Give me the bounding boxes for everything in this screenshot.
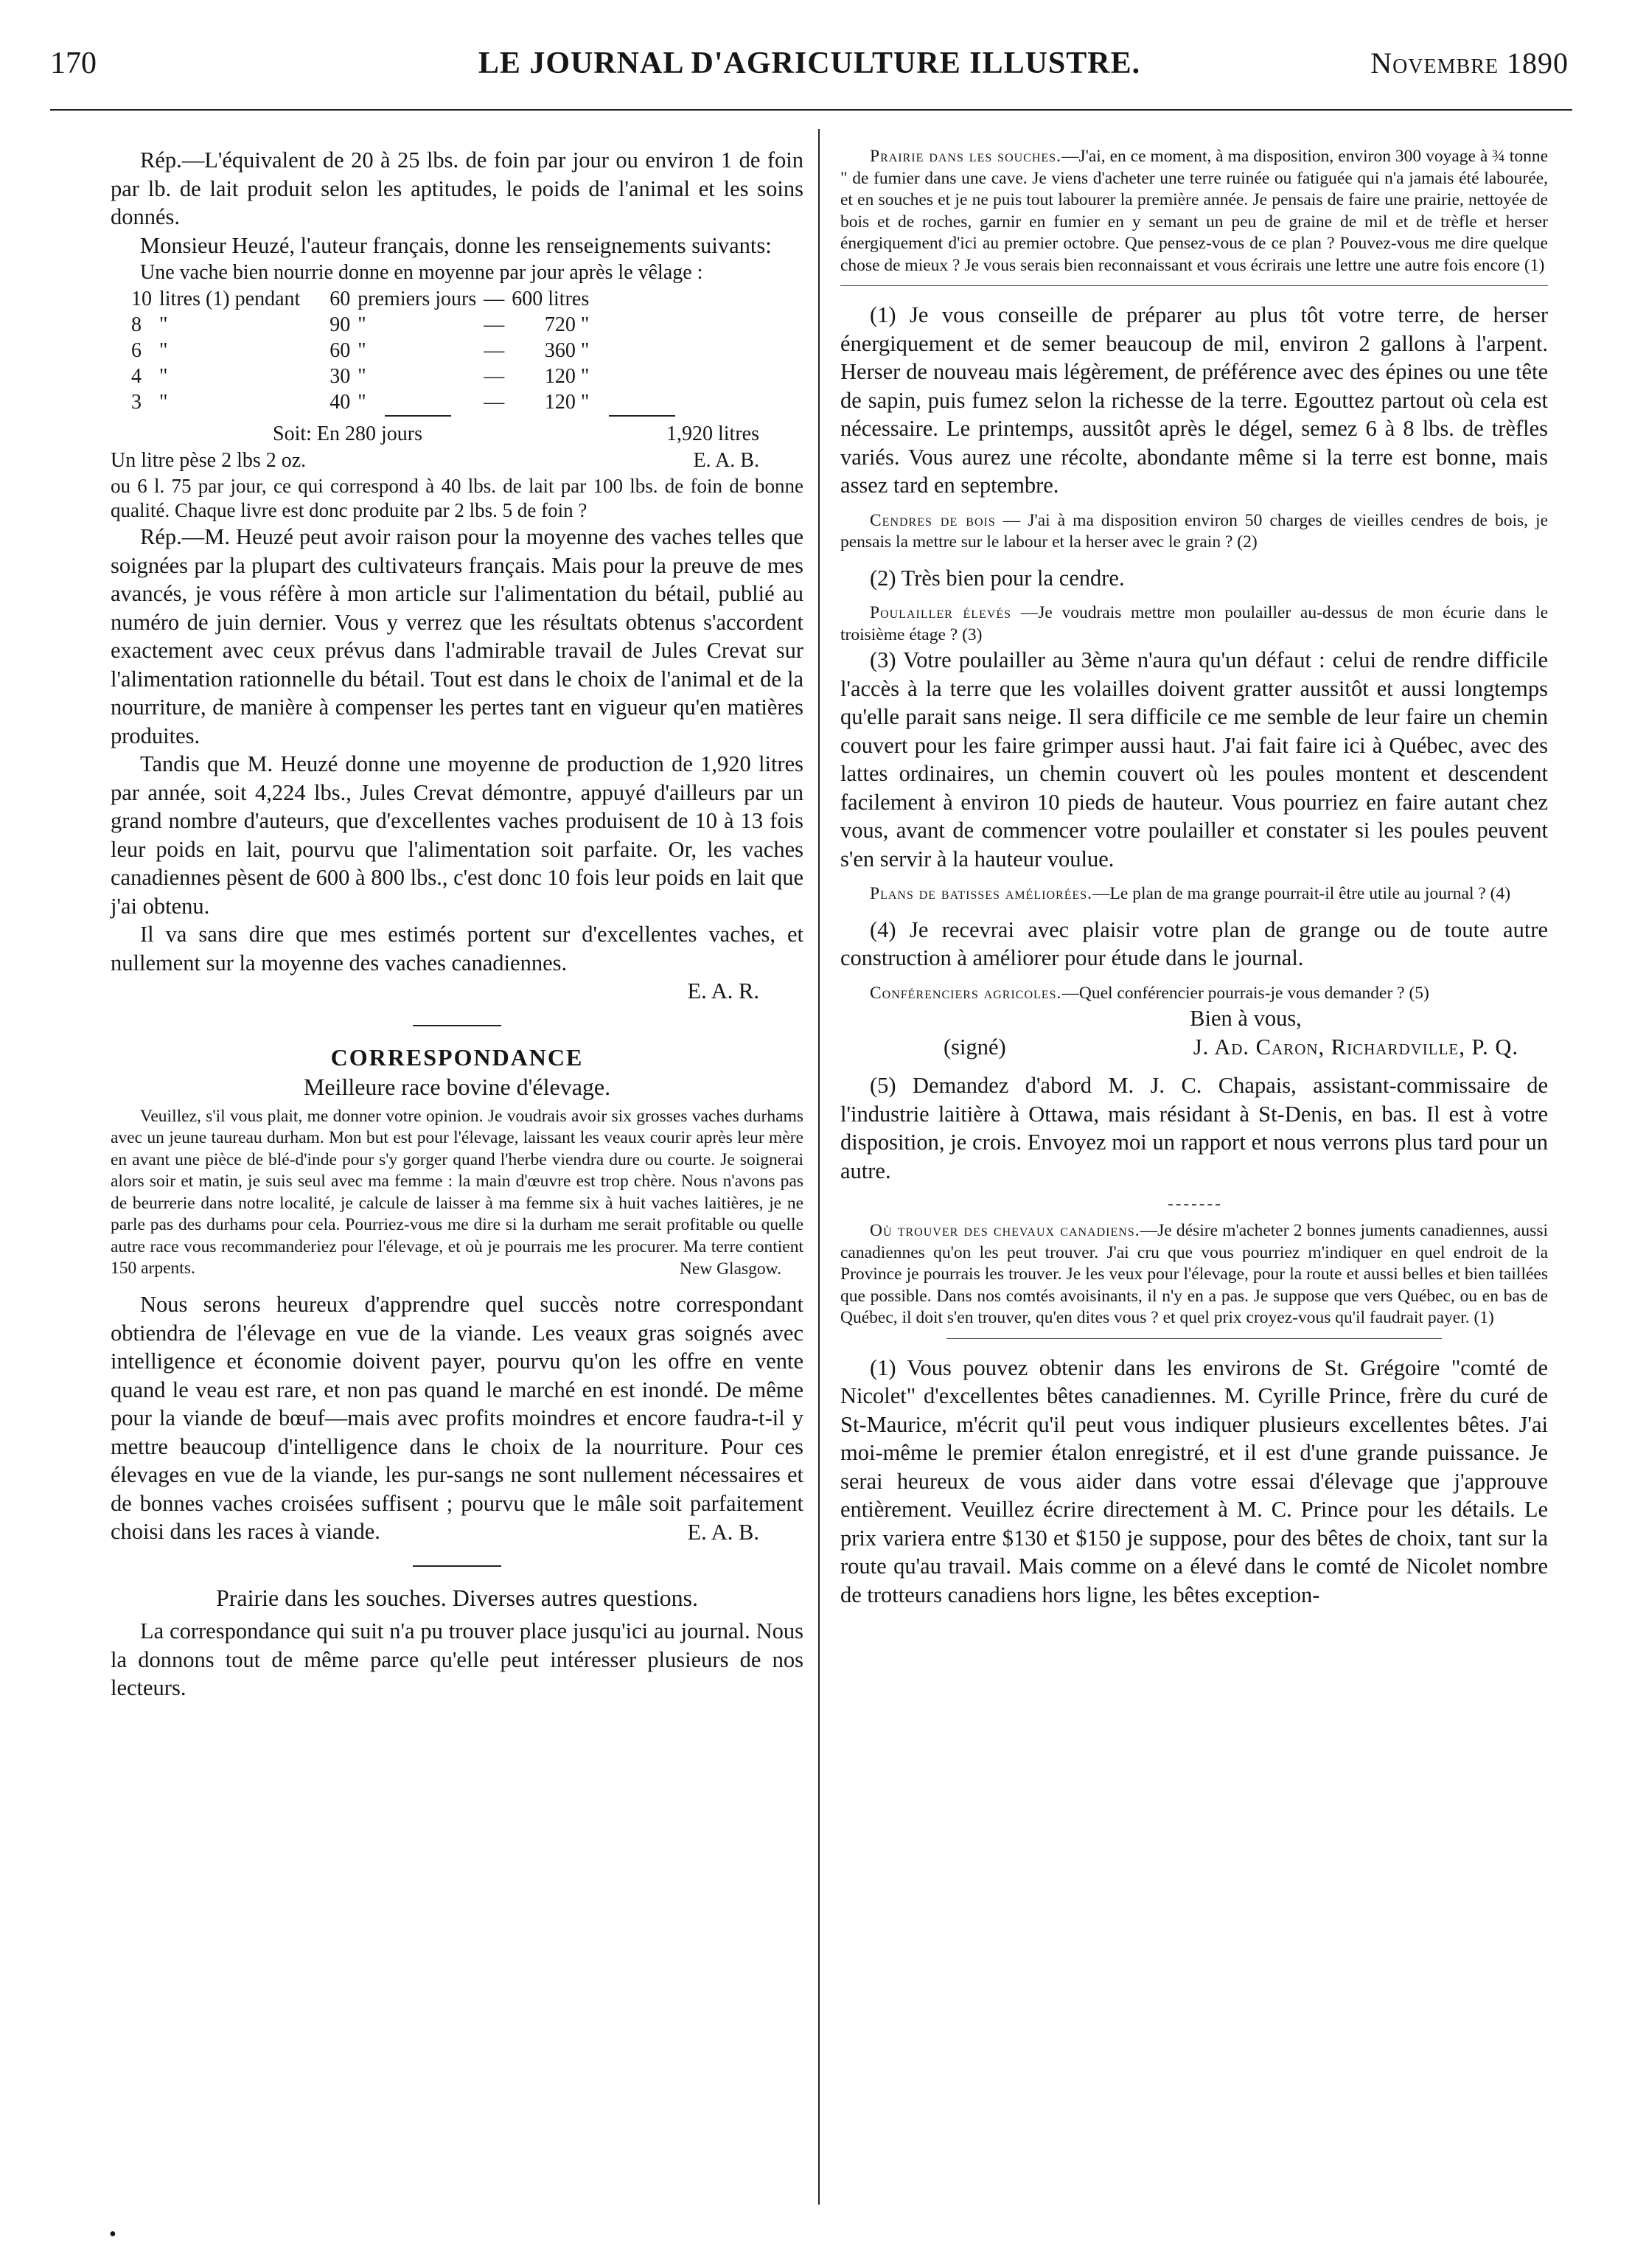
reader-question (840, 1220, 1548, 1329)
table-cell-total: 360 " (544, 339, 590, 362)
answer-paragraph: (5) Demandez d'abord M. J. C. Chapais, assistant-commissaire de l'industrie laitière à Ottawa, mais résidant à St-Denis, en bas. Il est à votre disposition, je crois. Envoyez moi un rapport et nous verrons plus tard pour un autre. (840, 1073, 1548, 1183)
table-cell-total: 120 " (544, 391, 590, 414)
article-heading: Prairie dans les souches. Diverses autres questions. (215, 1585, 699, 1611)
header-rule (50, 109, 1572, 111)
table-cell-label: " (358, 313, 366, 336)
quote-paragraph: Une vache bien nourrie donne en moyenne par jour après le vêlage : (140, 261, 703, 284)
table-cell-dash: — (484, 365, 505, 388)
paragraph: La correspondance qui suit n'a pu trouver place jusqu'ici au journal. Nous la donnons tout de même parce qu'elle peut intéresser plusieurs de nos lecteurs. (111, 1618, 803, 1700)
divider (946, 1338, 1442, 1339)
table-cell-litres: 3 (131, 391, 142, 414)
reader-question (840, 883, 1548, 905)
signed-label: (signé) (944, 1034, 1006, 1060)
answer-paragraph: (3) Votre poulailler au 3ème n'aura qu'un défaut : celui de rendre difficile l'accès à la terre que les volailles doivent gratter aussitôt et aussi longtemps qu'elle parait sans neige. Il sera difficile ce me semble de leur faire un chemin couvert pour les faire grimper aussi haut. J'ai fait faire ici à Québec, avec des lattes ordinaires, un chemin couvert où les poules montent et descendent facilement à environ 10 pieds de hauteur. Vous pourriez en faire autant chez vous, avant de commencer votre poulailler et constater si les poules peuvent s'en servir à la hauteur voulue. (840, 647, 1548, 872)
question-paragraph: ou 6 l. 75 par jour, ce qui correspond à 40 lbs. de lait par 100 lbs. de foin de bonne qualité. Chaque livre est donc produite par 2 lbs. 5 de foin ? (111, 475, 803, 521)
answer-paragraph: (1) Vous pouvez obtenir dans les environs de St. Grégoire "comté de Nicolet" d'excellentes bêtes canadiennes. M. Cyrille Prince, frère du curé de St-Maurice, m'écrit qu'il peut vous indiquer plusieurs excellentes bêtes. J'ai moi-même le premier étalon enregistré, et il est d'une grande puissance. Je serai heureux de vous aider dans votre essai d'élevage que j'approuve entièrement. Veuillez écrire directement à M. C. Prince pour les détails. Le prix variera entre $130 et $150 je suppose, pour des bêtes de choix, tant sur la route qu'au travail. Mais comme on a élevé dans le comté de Nicolet nombre de trotteurs canadiens hors ligne, les bêtes exception- (840, 1354, 1548, 1607)
table-cell-dash: — (484, 339, 505, 362)
signature-line (840, 1033, 1548, 1062)
table-cell-days: 60 (329, 339, 351, 362)
table-cell-litres: 10 (131, 288, 152, 310)
table-cell-total: 720 " (544, 313, 590, 336)
left-column (111, 146, 803, 1702)
table-cell-days: 60 (329, 288, 351, 310)
reader-question (840, 510, 1548, 554)
answer-paragraph: Rép.—L'équivalent de 20 à 25 lbs. de foin par jour ou environ 1 de foin par lb. de lait produit selon les aptitudes, le poids de l'animal et les soins donnés. (111, 147, 803, 229)
question-lead: Où trouver des chevaux canadiens. (870, 1221, 1140, 1240)
total-value: 1,920 litres (666, 422, 759, 445)
issue-date: Novembre 1890 (1370, 46, 1569, 80)
table-cell-litres: 8 (131, 313, 142, 336)
signature: E. A. B. (693, 449, 759, 472)
question-text: —Le plan de ma grange pourrait-il être utile au journal ? (4) (1092, 884, 1511, 903)
table-cell-label: " (358, 365, 366, 388)
table-cell-unit: litres (1) pendant (159, 288, 301, 310)
question-lead: Poulailler élevés (870, 603, 1012, 622)
answer-paragraph: Rép.—M. Heuzé peut avoir raison pour la moyenne des vaches telles que soignées par la plupart des cultivateurs français. Mais pour la preuve de mes avancés, je vous réfère à mon article sur l'alimentation du bétail, publié au numéro de juin dernier. Vous y verrez que les résultats obtenus s'accordent exactement avec ceux prévus dans l'admirable travail de Jules Crevat sur l'alimentation rationnelle du bétail. Tout est dans le choix de l'animal et de la nourriture, de manière à compenser les pertes tant en vigueur qu'en matières produites. (111, 524, 803, 748)
table-cell-unit: " (159, 365, 168, 388)
signature: E. A. B. (687, 1519, 759, 1545)
paragraph: Tandis que M. Heuzé donne une moyenne de production de 1,920 litres par année, soit 4,224 lbs., Jules Crevat démontre, appuyé d'ailleurs par un grand nombre d'auteurs, que d'excellentes vaches produisent de 10 à 13 fois leur poids en lait, pourvu que l'alimentation soit parfaite. Or, les vaches canadiennes pèsent de 600 à 800 lbs., c'est donc 10 fois leur poids en lait que j'ai obtenu. (111, 751, 803, 919)
table-row (131, 338, 596, 363)
table-cell-unit: " (159, 313, 168, 336)
reader-question (840, 146, 1548, 276)
table-total (111, 420, 803, 448)
correspondent-name: J. Ad. Caron, Richardville, P. Q. (1193, 1034, 1518, 1060)
signature: E. A. R. (687, 978, 759, 1003)
table-row (131, 286, 596, 312)
answer-paragraph: (4) Je recevrai avec plaisir votre plan de grange ou de toute autre construction à améliorer pour étude dans le journal. (840, 916, 1548, 970)
question-text: —Je désire m'acheter 2 bonnes juments canadiennes, aussi canadiennes qu'on les peut trouver. J'ai cru que vous pourriez m'indiquer en quel endroit de la Province je pourrais les trouver. Je les veux pour l'élevage, pour la route et aussi belles et bien taillées que possible. Dans nos comtés avoisinants, il n'y en a pas. Je suppose que vers Québec, ou en bas de Québec, il doit s'en trouver, qu'en dites vous ? et quel prix croyez-vous qu'il faudrait payer. (1) (840, 1221, 1548, 1327)
table-cell-label: " (358, 339, 366, 362)
article-heading: Meilleure race bovine d'élevage. (303, 1073, 611, 1100)
table-cell-dash: — (484, 391, 505, 414)
milk-yield-table (131, 286, 596, 415)
table-row (131, 363, 596, 389)
journal-title: LE JOURNAL D'AGRICULTURE ILLUSTRE. (478, 46, 1141, 80)
divider (840, 285, 1548, 286)
page-number: 170 (50, 46, 97, 80)
table-cell-total: 600 litres (512, 288, 590, 310)
section-rule (1168, 1204, 1220, 1206)
table-cell-days: 90 (329, 313, 351, 336)
reader-question (840, 602, 1548, 646)
question-lead: Conférenciers agricoles. (870, 983, 1062, 1003)
reader-letter: Veuillez, s'il vous plait, me donner votre opinion. Je voudrais avoir six grosses vaches durhams avec un jeune taureau durham. Mon but est pour l'élevage, laissant les veaux courir après leur mère en avant une pièce de blé-d'inde pour s'y gorger quand l'herbe viendra dure ou courte. Je soignerai alors soir et matin, je suis seul avec ma femme : la main d'œuvre est trop chère. Nous n'avons pas de beurrerie dans notre localité, je calcule de laisser à ma femme six à huit vaches laitières, je ne parle pas des durhams pour cela. Pourriez-vous me dire si la durham me serait profitable ou quelle autre race vous recommanderiez pour l'élevage, et où je pourrais me les procurer. Ma terre contient 150 arpents. (111, 1106, 803, 1278)
table-cell-days: 40 (329, 391, 351, 414)
question-lead: Prairie dans les souches. (870, 147, 1061, 166)
section-heading: CORRESPONDANCE (330, 1043, 584, 1071)
table-cell-dash: — (484, 288, 505, 310)
table-cell-label: " (358, 391, 366, 414)
table-cell-unit: " (159, 339, 168, 362)
section-rule (413, 1025, 501, 1026)
question-lead: Plans de batisses améliorées. (870, 884, 1093, 903)
table-cell-label: premiers jours (358, 288, 477, 310)
section-rule (413, 1565, 501, 1567)
litre-weight: Un litre pèse 2 lbs 2 oz. (111, 449, 307, 472)
paragraph: Il va sans dire que mes estimés portent sur d'excellentes vaches, et nullement sur la moyenne des vaches canadiennes. (111, 922, 803, 975)
question-lead: Cendres de bois (870, 510, 996, 530)
letter-origin: New Glasgow. (679, 1259, 781, 1279)
right-column (840, 146, 1548, 1609)
page-mark: • (109, 2223, 116, 2246)
paragraph: Monsieur Heuzé, l'auteur français, donne les renseignements suivants: (140, 232, 772, 258)
litre-line (111, 448, 803, 474)
question-text: — J'ai à ma disposition environ 50 charges de vieilles cendres de bois, je pensais la mettre sur le labour et la herser avec le grain ? (2) (840, 510, 1549, 552)
table-row (131, 312, 596, 338)
answer-paragraph: (1) Je vous conseille de préparer au plus tôt votre terre, de herser énergiquement et de semer beaucoup de mil, environ 2 gallons à l'arpent. Herser de nouveau mais légèrement, de préférence avec des épines ou une tête de sapin, puis fumez selon la richesse de la terre. Egouttez partout où cela est nécessaire. Le printemps, aussitôt après le dégel, semez 6 à 8 lbs. de trèfles variés. Vous aurez une récolte, abondante même si la terre est bonne, mais assez tard en septembre. (840, 302, 1548, 498)
paragraph: Nous serons heureux d'apprendre quel succès notre correspondant obtiendra de l'élevage en vue de la viande. Les veaux gras soignés avec intelligence et économie doivent payer, pourvu qu'on les offre en vente quand le veau est rare, et non pas quand le marché en est inondé. De même pour la viande de bœuf—mais avec profits moindres et encore faudra-t-il y mettre beaucoup d'intelligence dans le choix de la nourriture. Pour ces élevages en vue de la viande, les pur-sangs ne sont nullement nécessaires et de bonnes vaches croisées suffisent ; pourvu que le mâle soit parfaitement choisi dans les races à viande. (111, 1292, 803, 1544)
sum-rules (111, 415, 803, 420)
table-cell-litres: 4 (131, 365, 142, 388)
table-cell-litres: 6 (131, 339, 142, 362)
table-cell-total: 120 " (544, 365, 590, 388)
question-text: —Je voudrais mettre mon poulailler au-dessus de mon écurie dans le troisième étage ? (3) (840, 603, 1549, 644)
table-cell-days: 30 (329, 365, 351, 388)
table-row (131, 389, 596, 415)
table-cell-unit: " (159, 391, 168, 414)
column-separator (818, 129, 820, 2205)
question-text: —Quel conférencier pourrais-je vous demander ? (5) (1061, 983, 1429, 1003)
total-label: Soit: En 280 jours (273, 422, 423, 445)
table-cell-dash: — (484, 313, 505, 336)
closing: Bien à vous, (1190, 1006, 1302, 1031)
running-header (50, 46, 1569, 91)
answer-paragraph: (2) Très bien pour la cendre. (870, 565, 1125, 591)
reader-question (840, 983, 1548, 1005)
question-text: —J'ai, en ce moment, à ma disposition, environ 300 voyage à ¾ tonne " de fumier dans une cave. Je viens d'acheter une terre ruinée ou fatiguée qui n'a jamais été labourée, et en souches et je ne puis tout labourer la première année. Je pensais de faire une prairie, nettoyée de bois et de roches, garnir en fumier en y semant un peu de graine de mil et de trèfle et herser énergiquement d'ici au premier octobre. Que pensez-vous de ce plan ? Pouvez-vous me dire quelque chose de mieux ? Je vous serais bien reconnaissant et vous écrirais une lettre une autre fois encore (1) (840, 147, 1548, 275)
